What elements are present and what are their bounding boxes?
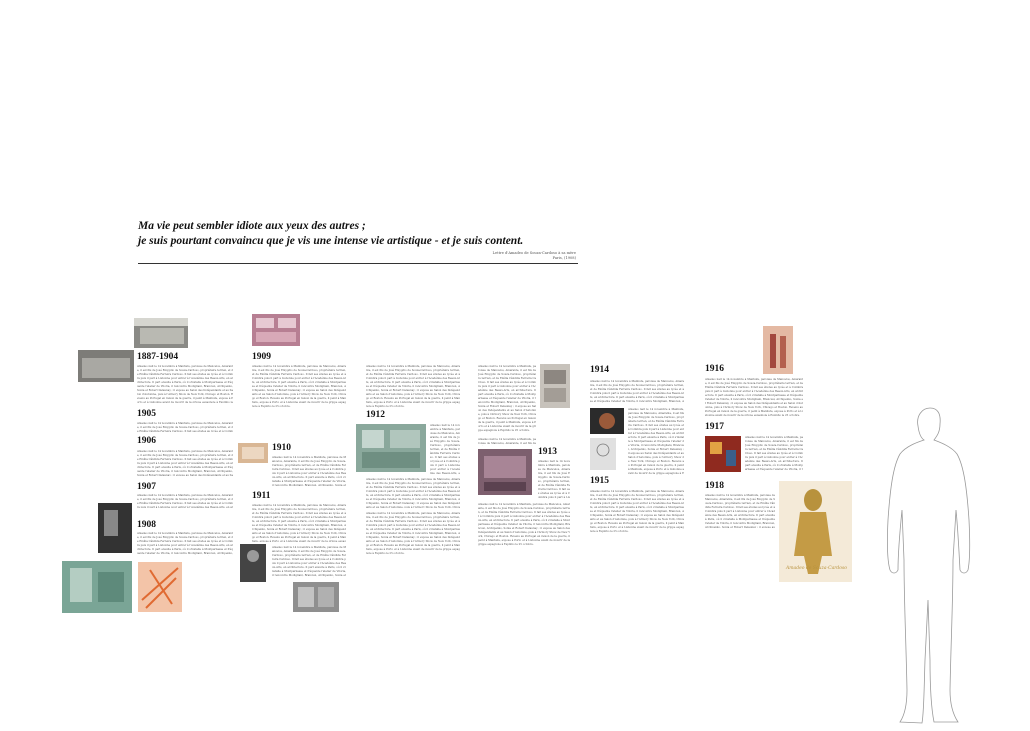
timeline-text: Amadeo naît le 14 novembre à Manhufe, paroisse de Mancelos, Amarante, il est fils de José Emygdio de Souza-Cardoso, propriétaire terrien, et de Emília Cândida Ferreira Cardoso. Il fait ses études au lycée et à Coimb bbox=[137, 422, 233, 432]
timeline-text: Amadeo naît le 14 novembre à Manhufe, paroisse de Mancelos, Amarante, il est fils de José Emygdio de Souza-Cardoso, propriétaire terrien, et de Emília Cândida Ferreira Cardoso. Il fait ses études au lycée et à Coimbra puis il part à Lisbonne pour entrer à l'Académie des Beaux-Arts, en architecture. Il part ensuite à Paris, où il s'installe à Montparnasse et fréquente l'atelier de Viloria, il rencontre Modigliani, Brancusi, Archipenko, Sonia et Robert Delaunay ; il expose au Salon des Indépendants et au Salon d'Automne, puis à l'Armory Show de New York, Chicago et Boston. Revenu au Portugal en raison de la guerre, il peint à Manhufe, expose à Porto et à Lisbonne avant de mourir de la grippe espagnole à Espinho le 25 octobre. bbox=[478, 503, 570, 546]
timeline-text: Amadeo naît le 14 novembre à Manhufe, paroisse de Mancelos, Amarante, il est fils de José Emygdio de Souza-Cardoso, propriétaire terrien, et de Emília Cândida Ferreira Cardoso. Il fait ses études au lycée et à Coimbra puis il part à Lisbonne pour entrer à l'Académie des Beaux-Arts, en architecture. Il part ensuite à Paris, où il s'installe à Montparnasse et fréquente l'atelier de Viloria, il rencontre Modigliani, Brancusi, Archipenko, Sonia et bbox=[272, 546, 346, 577]
painting-figures bbox=[763, 326, 793, 374]
epigraph-quote bbox=[138, 219, 578, 249]
timeline-text: Amadeo naît le 14 novembre à Manhufe, paroisse de Mancelos, Amarante, il est fils de José Emygdio de Souza-Cardoso, propriétaire terrien, et de Emília Cândida Ferreira Cardoso. Il fait ses études au lycée et à Coimbra puis il part à Lisbonne pour entrer à l'Académie des Beaux-Arts, en architecture. Il part ensuite à Paris, où il s'installe à Montparnasse et fréquente l'atelier de Viloria, il rencontre Modigliani, Brancusi, Archipenko, Sonia et Robert Delaunay ; il expose au Salon des Indépendants et au Salon d'Automne, puis à l'Armory Show de New York, Chicago et Boston. Revenu au Portugal en raison de la guerre, il peint à Manhufe, expose à Porto et à Lisbonne avant de mourir de la grippe espagnole à Espinho le bbox=[137, 365, 233, 403]
year-heading: 1917 bbox=[705, 422, 724, 432]
year-heading: 1907 bbox=[137, 482, 156, 492]
human-silhouette bbox=[887, 408, 969, 723]
photo-manor-house bbox=[134, 318, 188, 348]
timeline-text: Amadeo naît le 14 novembre à Manhufe, paroisse de Mancelos, Amarante, il est fils de José Emygdio de Souza-Cardoso, propriétaire terrien, et de Emília Cândida Ferreira Cardoso. Il fait ses études au lycée et à Coimbra puis il part à Lisbonne pour entrer à l'Académie des Beaux-Arts, en architecture. Il part ensuite à Paris, où il s'installe à Montparnasse et fréquente l'atelier de Viloria, il rencontre Modigliani, Brancusi, Archipenko, Sonia et Robert Delaunay ; il expose au Salon des Indépendants et au Salon d'Automne, puis à l'Armory Show de New York, Chicago et Boston. Revenu au Portugal en raison de la guerre, il peint à Manhufe, expose à Porto et à Lisbonne avant de mourir de la grippe espagnole à E bbox=[628, 408, 684, 475]
year-heading: 1915 bbox=[590, 476, 609, 486]
timeline-text: Amadeo naît le 14 novembre à Manhufe, paroisse de Mancelos, Amarante, il est fils de José Emygdio de Souza-Cardoso, propriétaire terrien, et de Emília Cândida Ferreira Cardoso. Il fait ses études au lycée et à Coimbra puis il part à Lisbonne pour entrer à l'Académie des Beaux-Arts, en architecture. Il part ensuite à Paris, où il s'installe à Montparnasse et fréquente l'atelier de Viloria, il rencontre Modigliani, Brancusi, Archipenko, Sonia et Robert Delaunay ; il expose au bbox=[705, 494, 775, 528]
photo-gallery-interior bbox=[478, 449, 532, 495]
year-heading: 1918 bbox=[705, 481, 724, 491]
timeline-text: Amadeo naît le 14 novembre à Manhufe, paroisse de Mancelos, Amarante, il est fils de José Emygdio de Souza-Cardoso, propriétaire terrien, et de Emília Cândida Ferreira Cardoso. Il fait ses études au lycée et à Coimbra puis il part à Lisbonne pour entrer à l'Académie des Beaux-Arts, en architecture. Il part ensuite à Paris, où il s'installe à Montparnasse et fréquente l'atelier de Viloria, il rencontre Modigliani, Brancusi, Archipenko, bbox=[137, 532, 233, 555]
year-heading: 1908 bbox=[137, 520, 156, 530]
quote-line-2: je suis pourtant convaincu que je vis une intense vie artistique - et je suis content. bbox=[138, 235, 524, 247]
timeline-text: Amadeo naît le 14 novembre à Manhufe, paroisse de Mancelos, Amarante, il est fils de bbox=[478, 438, 536, 445]
drawing-sepia bbox=[238, 443, 268, 463]
timeline-text: Amadeo naît le 14 novembre à Manhufe, paroisse de Mancelos, Amarante, il est fils de José Emygdio de Souza-Cardoso, propriétaire terrien, et de Emília Cândida Ferreira Cardoso. Il fait ses études au lycée et à Coimbra puis il part à Lisbonne pour entrer à l'Académie des Beaux-Arts, en architecture. Il part ensuite à Paris, où il s'installe à Montparnasse et fréquente l'atelier de Viloria, il rencontre Modigliani, Brancusi, Archipenko, Sonia et Robert Delaunay ; il expose au Salon des Indépendants et au Salon d'Automne, puis à l'Armory Show de New York, Chicago et Boston. Revenu au Portugal en raison de la guerre, il peint à Manhufe, expose à Porto et à Lisbonne avant de mourir de la grippe espagnole à Espinho le 25 octobre. bbox=[705, 378, 803, 416]
timeline-text: Amadeo naît le 14 novembre à Manhufe, paroisse de Mancelos, Amarante, il est fils de José Emygdio de Souza-Cardoso, propriétaire terrien, et de Emília Cândida Ferreira Cardoso. Il fait ses études au lycée et à Coimbra puis il part à Lisbonne pour entrer à l'Académie des Beaux-Arts, en architecture. Il part ensuite à Paris, où il s'installe à Montparnasse et fréquente l'atelier de Viloria, il rencontre Modigliani, Brancusi, Archipenko, Sonia et Robert Delaunay ; il expose au Salon des Indépendants et au Sa bbox=[137, 450, 233, 476]
timeline-text: Amadeo naît le 14 novembre à Manhufe, paroisse de Mancelos, Amarante, il est fils de José Emygdio de Souza-Cardoso, propriétaire terrien, et de Emília Cândida Ferreira Cardoso. Il fait ses études au lycée et à Coimbra puis il part à Lisbonne pour entrer à l'Académie des Beaux-Arts, en architecture. Il part ensuite à Paris, où il s'installe à Montparnasse et fréquente l'atelier de Viloria, il rencontre Modigliani, Brancusi, Archipenko, Sonia et Robert Delaunay ; il expose au Salon des Indépendants et au Salon d'Automne, puis à l'Armory Show de New York, Chicago et Boston. Revenu au Portugal en raison de la guerre, il peint à Manhufe, expose à Porto et à Lisbonne avant de mourir de la grippe espagnole à Espinho le 25 octobre. bbox=[252, 365, 346, 408]
year-heading: 1912 bbox=[366, 410, 385, 420]
timeline-text: Amadeo naît le 14 novembre à Manhufe, paroisse de Mancelos, Amarante, il est fils de José Emygdio de Souza-Cardoso, propriétaire terrien, et de Emília Cândida Ferreira Cardoso. Il fait ses études au lycée et à Coimbra puis il part à Lisbonne pour entrer à l'Académie des Beaux-Arts, e bbox=[430, 424, 460, 475]
timeline-text: Amadeo naît le 14 novembre à Manhufe, paroisse de Mancelos, Amarante, il est fils de José Emygdio de Souza-Cardoso, propriétaire terrien, et de Emília Cândida Ferreira Cardoso. Il fait ses études au lycée et à Coimbra puis il part à Lisbonne pour entrer à l'Académie des Beaux-Arts, en architecture. Il part ensuite à Paris, où il s'installe à Montparnasse et fréquente l'atelier de Viloria, il rencontre Modigliani, Brancusi, Archipenko, Sonia et Robert Delaunay ; il expose au Salon des Indépendants et au Salon d'Automne, puis à l'Armory Show de New York, Chicago et Boston. Revenu au Portugal en raison de la guerre, il peint à Manhufe, expose à Porto et à Lisbonne avant de mourir de la grippe espagnole à Espinho le 25 octobre. bbox=[366, 512, 460, 555]
timeline-text: Amadeo naît le 14 novembre à Manhufe, paroisse de Mancelos, Amarante, il est fils de José Emygdio de Souza-Cardoso, propriétaire terrien, et de Emília Cândida Ferreira Cardoso. Il fait ses études au lycée et à Coimbra puis il part à Lisbonne pour entrer à l'Académie des Beaux-Arts, en architecture. Il part ensuite à Paris, où il s'installe à Montparnasse et fréquente l'atelier de Viloria, il rencontre Modigliani, Brancusi, Archipenko, Sonia et Robert Delaunay ; il expose au Salon des Indépendants et au Salon d'Automne, puis à l'Armory Show de New York, Chicago et Boston. Revenu au Portugal en raison de la guerre, il peint à Manhufe, expose à Porto et à Lisbonne avant de mourir de la grippe espag bbox=[252, 504, 346, 542]
timeline-text: Amadeo naît le 14 novembre à Manhufe, paroisse de Mancelos, Amarante, il est fils de José Emygdio de Souza-Cardoso, propriétaire terrien, et de Emília Cândida Ferreira Cardoso. Il fait ses études au lycée et à Coimbra puis il part à Lisbonne pour entrer à l'Académie des Beaux-Arts, en architecture. Il part ensuite à Paris, où il s'installe à Montparnasse et fréquente l'atelier de Viloria, il rencontre Modigliani, Brancusi, Archipenko, Sonia et Robert Delaunay ; il expose au Salon des Indépendants et au Salon d'Automne, puis à l'Armory Show de New York, Chicago et Boston. Revenu au Portugal en raison de la guerre, il peint à Manhufe, expose à Porto et à Lisbonne avant de mourir de la grippe espagnole à Espinho le 25 octobre. bbox=[366, 365, 460, 408]
quote-line-1: Ma vie peut sembler idiote aux yeux des autres ; bbox=[138, 220, 366, 232]
photo-book-page bbox=[540, 364, 570, 408]
painting-orange-sketch bbox=[138, 562, 182, 612]
timeline-text: Amadeo naît le 14 novembre à Manhufe, paroisse de Mancelos, Amarante, il est fils de José Emygdio de Souza-Cardoso, propriétaire terrien, et de Emília Cândida Ferreira Cardoso. Il fait ses études au lycée et à Coimbra puis il part à Lisbonne pour entrer à l'Académie des Beaux-Arts, en architecture. Il part ensuite à Paris, où il s'installe à Montparnasse et fréquente l'atelier de Viloria, il rencontre Modigliani, Brancusi, Archipenko, Sonia et Robert Delaunay ; il expose au Salon des Indépendants et au Salon d'Automne, puis à l'Armory Show de New York, Chica bbox=[366, 478, 460, 508]
year-heading: 1916 bbox=[705, 364, 724, 374]
timeline-text: Amadeo naît le 14 novembre à Manhufe, paroisse de Mancelos, Amarante, il est fils de José Emygdio de Souza-Cardoso, propriétaire terrien, et de Emília Cândida Ferreira Cardoso. Il fait ses études au lycée et à Coimbra puis il part à Lisbonne pour entrer à l'Académie des Beaux-Arts, en architecture. Il part ensuite à Paris, où il s'installe à Montparnasse et fréquente l'atelier de Viloria, il rencontre Modigliani, Brancusi, A bbox=[590, 380, 684, 403]
quote-source-place: Paris, (1908) bbox=[552, 256, 576, 260]
year-heading: 1914 bbox=[590, 365, 609, 375]
photo-pink-building bbox=[252, 314, 300, 346]
quote-divider bbox=[138, 263, 578, 264]
photo-artwork-gray bbox=[293, 582, 339, 612]
year-heading: 1911 bbox=[252, 491, 271, 501]
photo-studio bbox=[98, 503, 132, 553]
year-heading: 1909 bbox=[252, 352, 271, 362]
timeline-text: Amadeo naît le 14 novembre à Manhufe, paroisse de Mancelos, Amarante, il est fils de José Emygdio de Souza-Cardoso, propriétaire terrien, et de Emília Cândida Ferreira Cardoso. Il fait ses études au lycée et à Coimbra puis il part à Lis bbox=[538, 460, 570, 499]
photo-street-buildings bbox=[78, 350, 134, 382]
photo-exhibition-room bbox=[356, 424, 426, 472]
quote-source-author: Lettre d'Amadeo de Souza-Cardoso à sa mère bbox=[492, 251, 576, 255]
signature-text: Amadeo de Souza-Cardoso bbox=[786, 566, 848, 571]
timeline-text: Amadeo naît le 14 novembre à Manhufe, paroisse de Mancelos, Amarante, il est fils de José Emygdio de Souza-Cardoso, propriétaire terrien, et de Emília Cândida Ferreira Cardoso. Il fait ses études au lycée et à Coimbra puis il part à Lisbonne pour entrer à l'Académie des Beaux-Arts, en ar bbox=[137, 494, 233, 508]
quote-source bbox=[430, 251, 576, 261]
year-heading: 1887-1904 bbox=[137, 352, 179, 362]
photo-green-group bbox=[62, 561, 132, 613]
photo-dark-round bbox=[590, 408, 624, 434]
timeline-text: Amadeo naît le 14 novembre à Manhufe, paroisse de Mancelos, Amarante, il est fils de José Emygdio de Souza-Cardoso, propriétaire terrien, et de Emília Cândida Ferreira Cardoso. Il fait ses études au lycée et à Coimbra puis il part à Lisbonne pour entrer à l'Académie des Beaux-Arts, en architecture. Il part ensuite à Paris, où il s'installe à Montparnasse et fréquente l'atelier de Viloria, il rencontre Modigliani, Brancusi, Archipenko, Sonia et Robert Delaunay ; il expose au Salon des Indépendants et au Salon d'Automne, puis à l'Armory Show de New York, Chicago et Boston. Revenu au Portugal en raison de la guerre, il peint à Manhufe, expose à Porto et à Lisbonne avant de mourir de la grippe espagnole à Espinho le 25 octobre. bbox=[590, 490, 684, 533]
timeline-text: Amadeo naît le 14 novembre à Manhufe, paroisse de Mancelos, Amarante, il est fils de José Emygdio de Souza-Cardoso, propriétaire terrien, et de Emília Cândida Ferreira Cardoso. Il fait ses études au lycée et à Coimbra puis il part à Lisbonne pour entrer à l'Académie des Beaux-Arts, en architecture. Il part ensuite à Paris, où il s'installe à Montparnasse et fréquente l'atelier de Viloria, il r bbox=[745, 436, 803, 471]
drawing-portrait bbox=[590, 438, 616, 470]
year-heading: 1906 bbox=[137, 436, 156, 446]
year-heading: 1910 bbox=[272, 443, 291, 453]
timeline-text: Amadeo naît le 14 novembre à Manhufe, paroisse de Mancelos, Amarante, il est fils de José Emygdio de Souza-Cardoso, propriétaire terrien, et de Emília Cândida Ferreira Cardoso. Il fait ses études au lycée et à Coimbra puis il part à Lisbonne pour entrer à l'Académie des Beaux-Arts, en architecture. Il part ensuite à Paris, où il s'installe à Montparnasse et fréquente l'atelier de Viloria, il rencontre Modigliani, Brancusi, Archipenko, Sonia et Robert Delaunay ; il expose au Salon des Indépendants et au Salon d'Automne, puis à l'Armory Show de New York, Chicago et Boston. Revenu au Portugal en raison de la guerre, il peint à Manhufe, expose à Porto et à Lisbonne avant de mourir de la grippe espagnole à Espinho le 25 octobre. bbox=[478, 365, 536, 432]
painting-red-abstract bbox=[705, 436, 741, 472]
year-heading: 1913 bbox=[538, 447, 557, 457]
timeline-text: Amadeo naît le 14 novembre à Manhufe, paroisse de Mancelos, Amarante, il est fils de José Emygdio de Souza-Cardoso, propriétaire terrien, et de Emília Cândida Ferreira Cardoso. Il fait ses études au lycée et à Coimbra puis il part à Lisbonne pour entrer à l'Académie des Beaux-Arts, en architecture. Il part ensuite à Paris, où il s'installe à Montparnasse et fréquente l'atelier de Viloria, il rencontre Modigliani, Brancusi, Archipenko, Sonia et bbox=[272, 456, 346, 486]
year-heading: 1905 bbox=[137, 409, 156, 419]
photo-portrait-man bbox=[240, 544, 266, 582]
